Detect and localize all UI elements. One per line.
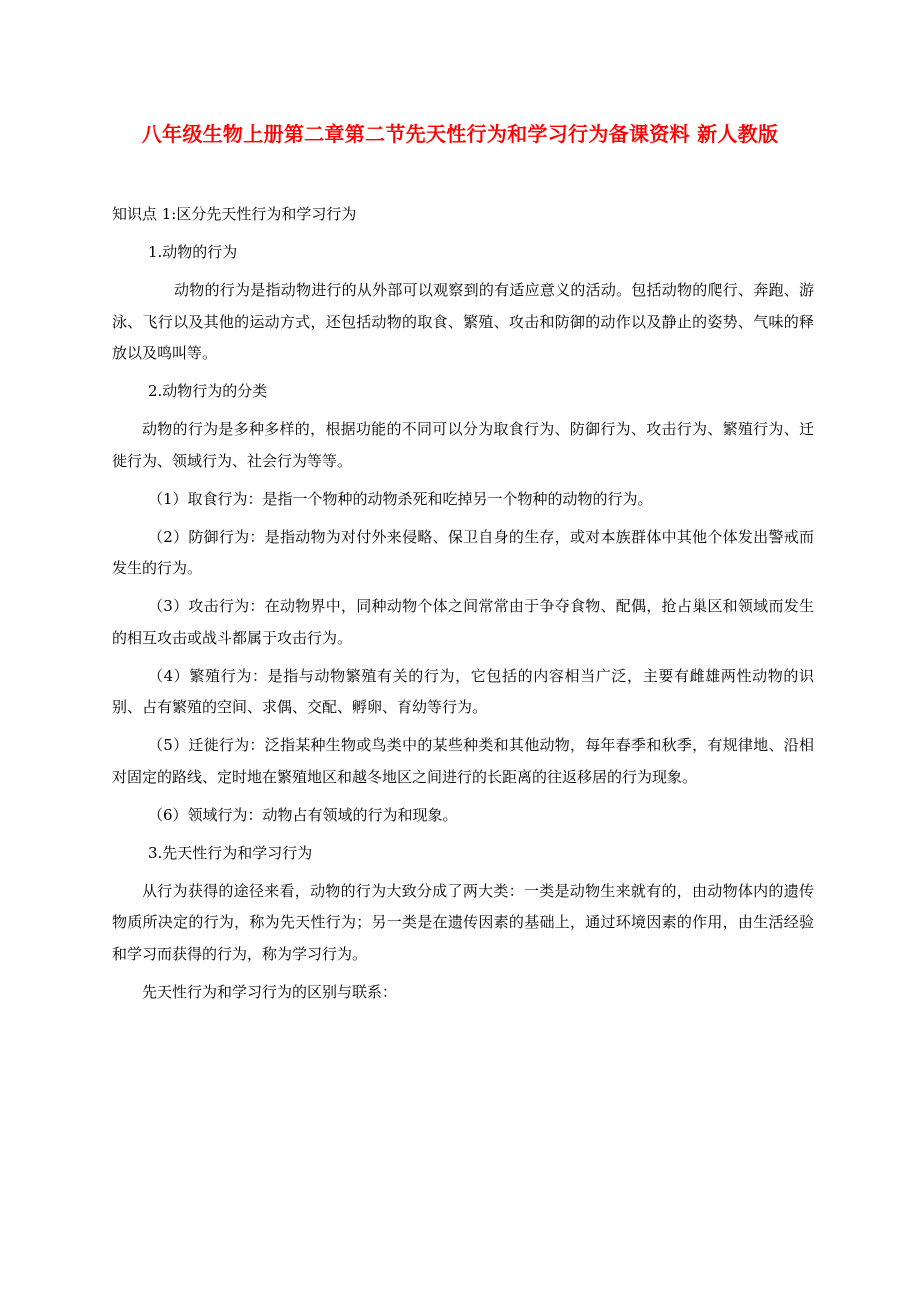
section-paragraph-3: 从行为获得的途径来看，动物的行为大致分成了两大类：一类是动物生来就有的，由动物体内的遗传物质所决定的行为，称为先天性行为；另一类是在遗传因素的基础上，通过环境因素的作用，由生活经验和学习而获得的行为，称为学习行为。 bbox=[112, 881, 814, 963]
list-item: （1）取食行为：是指一个物种的动物杀死和吃掉另一个物种的动物的行为。 bbox=[148, 489, 653, 508]
list-item: （6）领域行为：动物占有领域的行为和现象。 bbox=[148, 805, 458, 824]
list-item: （4）繁殖行为：是指与动物繁殖有关的行为，它包括的内容相当广泛，主要有雌雄两性动物的识别、占有繁殖的空间、求偶、交配、孵卵、育幼等行为。 bbox=[112, 666, 814, 716]
section-heading-1: 1.动物的行为 bbox=[148, 243, 238, 261]
section-paragraph-2: 动物的行为是多种多样的，根据功能的不同可以分为取食行为、防御行为、攻击行为、繁殖行为、迁徙行为、领域行为、社会行为等等。 bbox=[112, 420, 814, 470]
section-heading-3: 3.先天性行为和学习行为 bbox=[148, 843, 313, 862]
list-item: （2）防御行为：是指动物为对付外来侵略、保卫自身的生存，或对本族群体中其他个体发出警戒而发生的行为。 bbox=[112, 527, 814, 577]
document-body bbox=[112, 199, 814, 1015]
section-paragraph-1: 动物的行为是指动物进行的从外部可以观察到的有适应意义的活动。包括动物的爬行、奔跑、游泳、飞行以及其他的运动方式，还包括动物的取食、繁殖、攻击和防御的动作以及静止的姿势、气味的释放以及鸣叫等。 bbox=[112, 281, 814, 362]
document-title: 八年级生物上册第二章第二节先天性行为和学习行为备课资料 新人教版 bbox=[141, 122, 779, 146]
knowledge-point-heading: 知识点 1:区分先天性行为和学习行为 bbox=[112, 205, 357, 223]
list-item: （3）攻击行为：在动物界中，同种动物个体之间常常由于争夺食物、配偶，抢占巢区和领域而发生的相互攻击或战斗都属于攻击行为。 bbox=[112, 597, 814, 647]
section-heading-2: 2.动物行为的分类 bbox=[148, 382, 268, 400]
section-closing-line: 先天性行为和学习行为的区别与联系： bbox=[142, 982, 398, 1001]
list-item: （5）迁徙行为：泛指某种生物或鸟类中的某些种类和其他动物，每年春季和秋季，有规律地、沿相对固定的路线、定时地在繁殖地区和越冬地区之间进行的长距离的往返移居的行为现象。 bbox=[112, 736, 814, 786]
